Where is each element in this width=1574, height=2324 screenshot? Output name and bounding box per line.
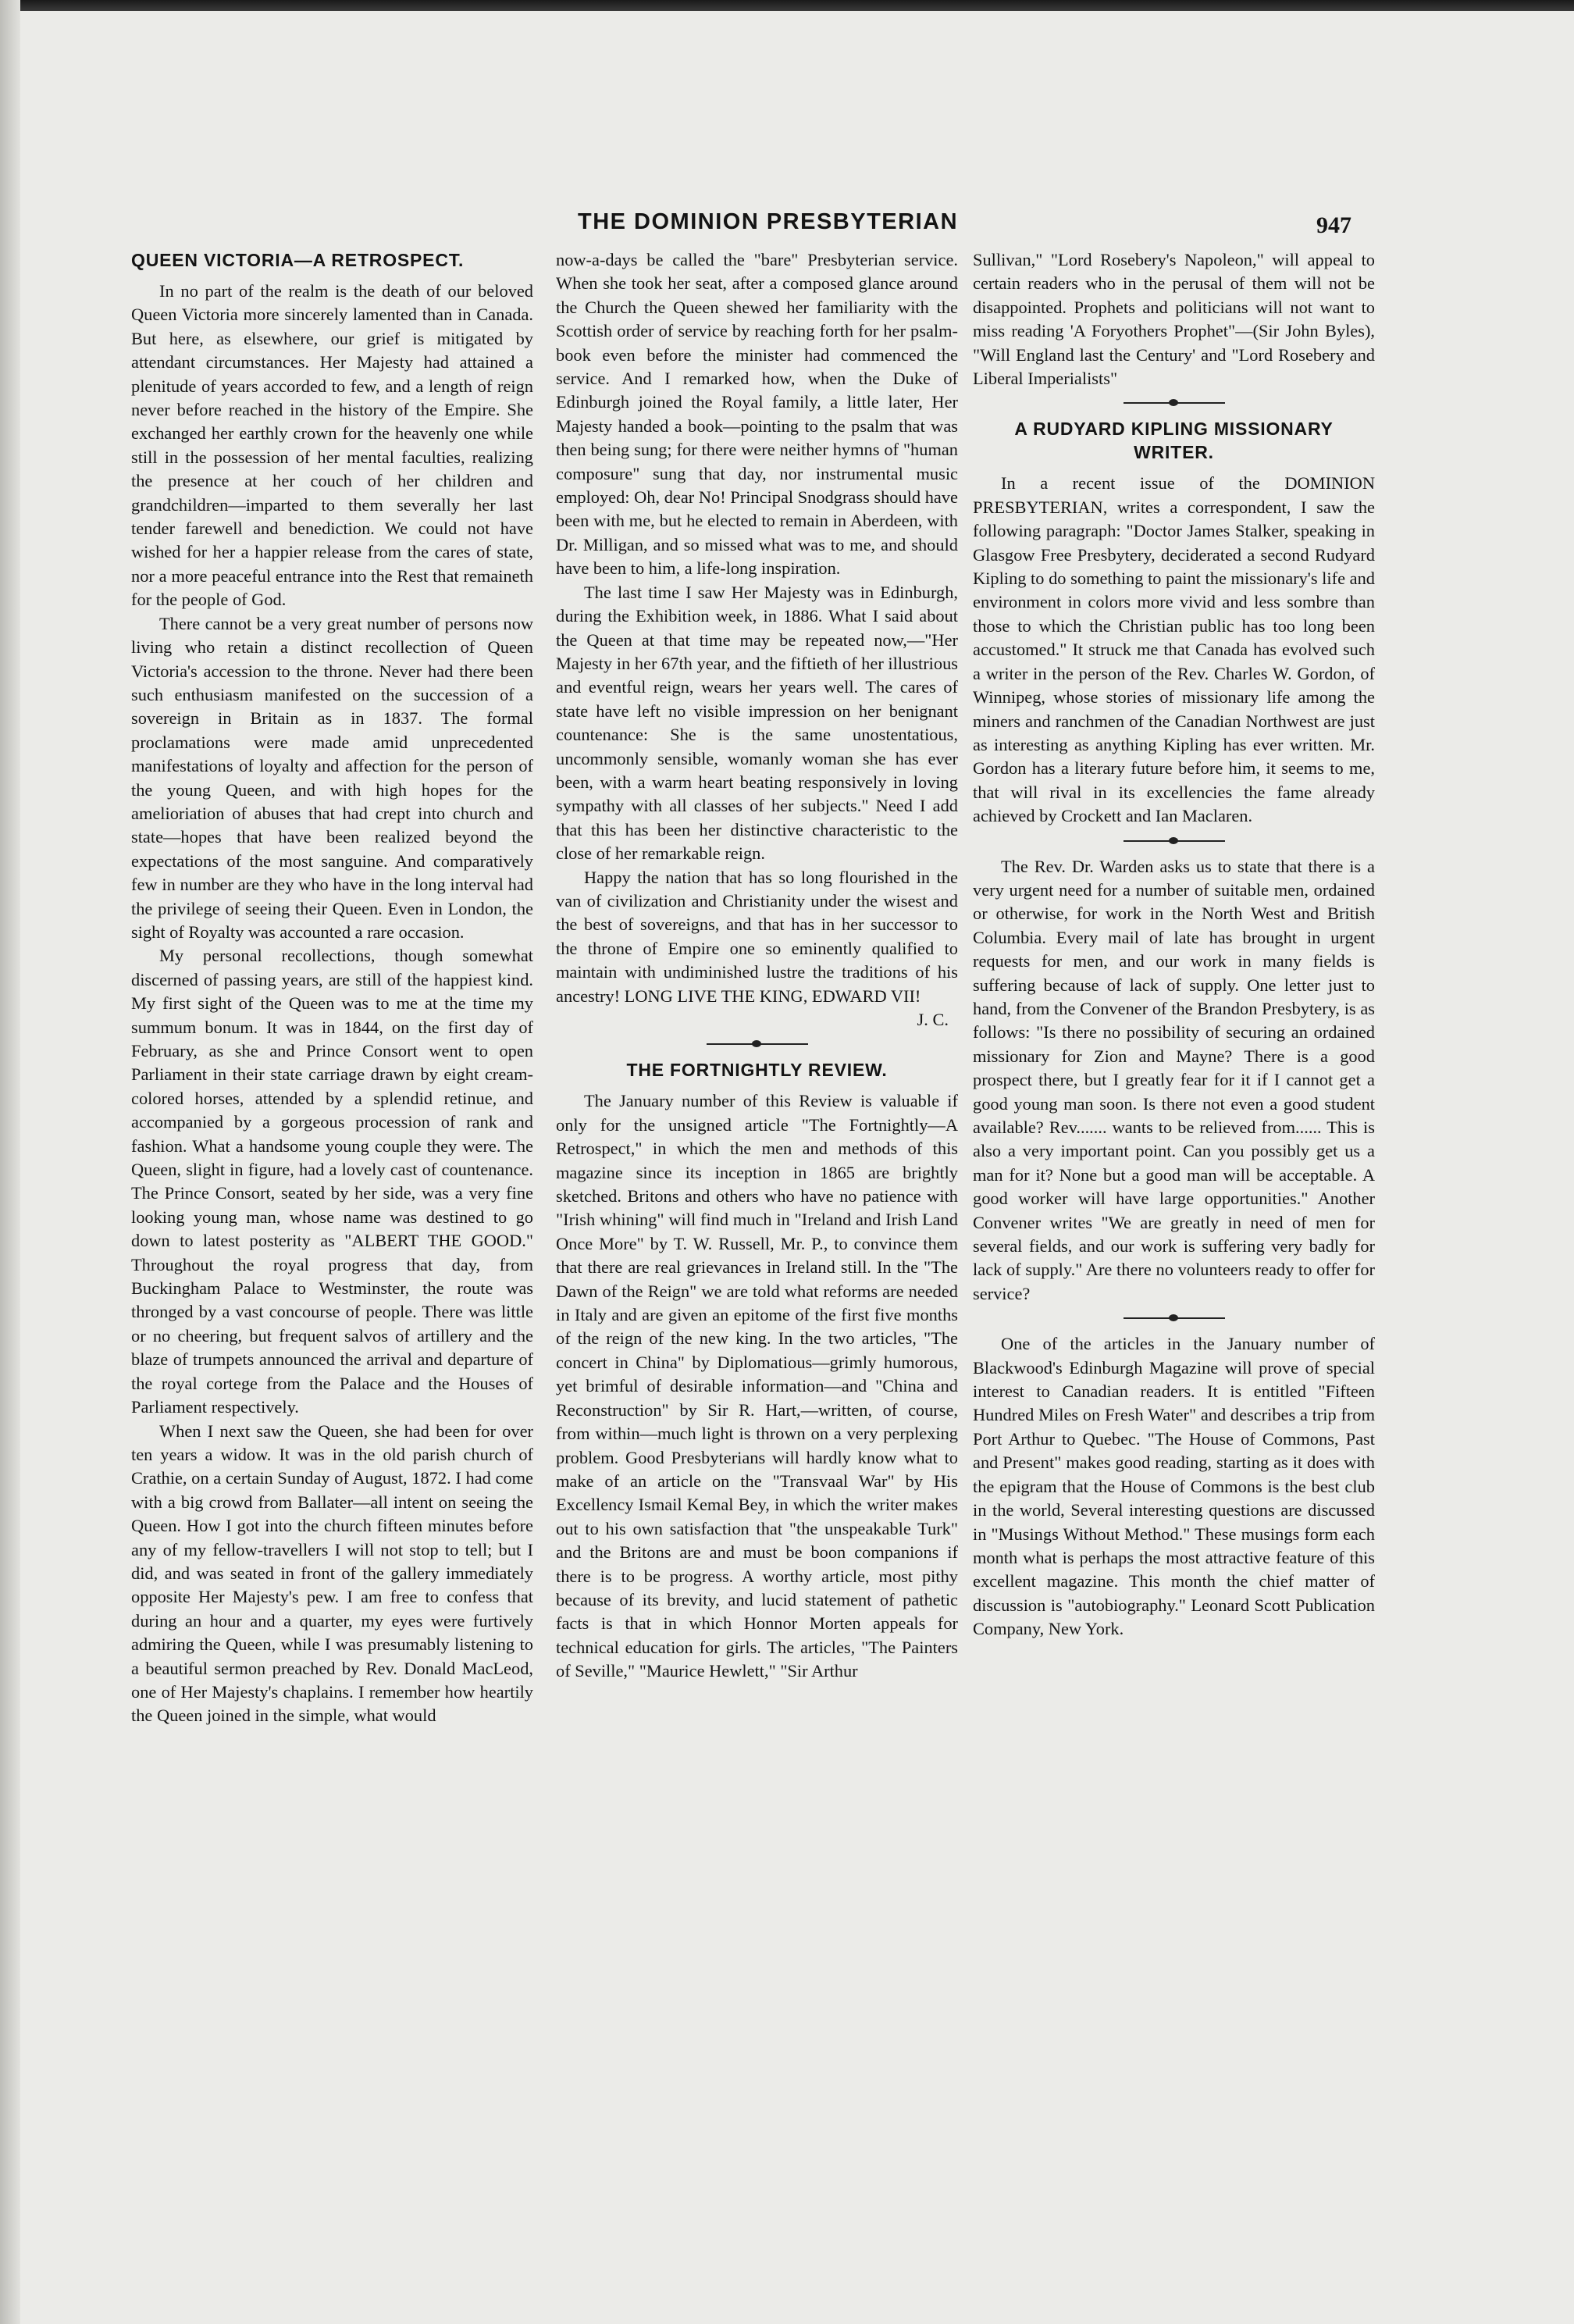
- article-paragraph: Happy the nation that has so long flourished in the van of civilization and Christianity under the wisest and the best of sovereigns, and that has in her successor to the throne of Empire one so eminently qualified to maintain with undiminished lustre the traditions of his ancestry! LONG LIVE THE KING, EDWARD VII!: [556, 867, 958, 1006]
- column-1: [131, 248, 533, 1728]
- scan-edge-left: [0, 0, 20, 2324]
- scan-edge-top: [0, 0, 1574, 11]
- article-paragraph: The January number of this Review is valuable if only for the unsigned article "The Fortnightly—A Retrospect," in which the men and methods of this magazine since its inception in 1865 are brightly sketched. Britons and others who have no patience with "Irish whining" will find much in "Ireland and Irish Land Once More" by T. W. Russell, Mr. P., to convince them that there are real grievances in Ireland still. In the "The Dawn of the Reign" we are told what reforms are needed in Italy and are given an epitome of the first five months of the reign of the new king. In the two articles, "The concert in China" by Diplomatious—grimly humorous, yet brimful of desirable information—and "China and Reconstruction" by Sir R. Hart,—written, of course, from within—much light is thrown on a very perplexing problem. Good Presbyterians will hardly know what to make of an article on the "Transvaal War" by His Excellency Ismail Kemal Bey, in which the writer makes out to his own satisfaction that "the unspeakable Turk" and the Britons are and must be boon companions if there is to be progress. A worthy article, most pithy because of its brevity, and lucid statement of pathetic facts is that in which Honnor Morten appeals for technical education for girls. The articles, "The Painters of Seville," "Maurice Hewlett," "Sir Arthur: [556, 1091, 958, 1681]
- article-signature: J. C.: [917, 1010, 949, 1029]
- article-paragraph: There cannot be a very great number of persons now living who retain a distinct recollection of Queen Victoria's accession to the throne. Never had there been such enthusiasm manifested on the succession of a sovereign in Britain as in 1837. The formal proclamations were made amid unprecedented manifestations of loyalty and affection for the person of the young Queen, and with high hopes for the amelioriation of abuses that had crept into church and state—hopes that have been realized beyond the expectations of the most sanguine. And comparatively few in number are they who have in the long interval had the privilege of seeing their Queen. Even in London, the sight of Royalty was accounted a rare occasion.: [131, 613, 533, 942]
- section-divider: [1124, 397, 1225, 409]
- column-3: [973, 248, 1375, 1641]
- section-divider: [1124, 1312, 1225, 1324]
- article-paragraph: Sullivan," "Lord Rosebery's Napoleon," will appeal to certain readers who in the perusal of them will not be disappointed. Prophets and politicians will not want to miss reading 'A Foryothers Prophet"—(Sir John Byles), "Will England last the Century' and "Lord Rosebery and Liberal Imperialists": [973, 250, 1375, 389]
- article-title-kipling-missionary: A RUDYARD KIPLING MISSIONARY WRITER.: [1014, 419, 1334, 463]
- section-divider: [1124, 835, 1225, 847]
- article-paragraph: now-a-days be called the "bare" Presbyterian service. When she took her seat, after a composed glance around the Church the Queen shewed her familiarity with the Scottish order of service by reaching forth for her psalm-book even before the minister had commenced the service. And I remarked how, when the Duke of Edinburgh joined the Royal family, a little later, Her Majesty handed a book—pointing to the psalm that was then being sung; for there were neither hymns of "human composure" sung that day, nor instrumental music employed: Oh, dear No! Principal Snodgrass should have been with me, but he elected to remain in Aberdeen, with Dr. Milligan, and so missed what was to me, and should have been to him, a life-long inspiration.: [556, 250, 958, 579]
- article-title-queen-victoria: QUEEN VICTORIA—A RETROSPECT.: [131, 250, 465, 270]
- article-paragraph: When I next saw the Queen, she had been for over ten years a widow. It was in the old parish church of Crathie, on a certain Sunday of August, 1872. I had come with a big crowd from Ballater—all intent on seeing the Queen. How I got into the church fifteen minutes before any of my fellow-travellers I will not stop to tell; but I did, and was seated in front of the gallery immediately opposite Her Majesty's pew. I am free to confess that during an hour and a quarter, my eyes were furtively admiring the Queen, while I was presumably listening to a beautiful sermon preached by Rev. Donald MacLeod, one of Her Majesty's chaplains. I remember how heartily the Queen joined in the simple, what would: [131, 1420, 533, 1726]
- article-paragraph: The Rev. Dr. Warden asks us to state that there is a very urgent need for a number of suitable men, ordained or otherwise, for work in the North West and British Columbia. Every mail of late has brought in urgent requests for men, and our work in many fields is suffering because of lack of supply. One letter just to hand, from the Convener of the Brandon Presbytery, is as follows: "Is there no possibility of securing an ordained missionary for Zion and Mayne? There is a good prospect there, but I greatly fear for it if I cannot get a good young man soon. Is there not even a good student available? Rev....... wants to be relieved from...... This is also a very important point. Can you possibly get us a man for it? None but a good man will be acceptable. A good worker will have large opportunities." Another Convener writes "We are greatly in need of men for several fields, and our work is suffering very badly for lack of supply." Are there no volunteers ready to offer for service?: [973, 856, 1375, 1303]
- section-divider: [707, 1038, 808, 1050]
- running-title: THE DOMINION PRESBYTERIAN: [578, 209, 959, 234]
- article-paragraph: My personal recollections, though somewhat discerned of passing years, are still of the happiest kind. My first sight of the Queen was to me at the time my summum bonum. It was in 1844, on the first day of February, as she and Prince Consort went to open Parliament in their state carriage drawn by eight cream-colored horses, attended by a splendid retinue, and accompanied by a gorgeous procession of rank and fashion. What a handsome young couple they were. The Queen, slight in figure, had a lovely cast of countenance. The Prince Consort, seated by her side, was a very fine looking young man, whose name was destined to go down to latest posterity as "ALBERT THE GOOD." Throughout the royal progress that day, from Buckingham Palace to Westminster, the route was thronged by a vast concourse of people. There was little or no cheering, but frequent salvos of artillery and the blaze of trumpets announced the arrival and departure of the royal cortege from the Palace and the Houses of Parliament respectively.: [131, 946, 533, 1417]
- article-paragraph: In no part of the realm is the death of our beloved Queen Victoria more sincerely lamented than in Canada. But here, as elsewhere, our grief is mitigated by attendant circumstances. Her Majesty had attained a plenitude of years accorded to few, and a length of reign never before reached in the history of the Empire. She exchanged her earthly crown for the heavenly one while still in the possession of her mental faculties, realizing the presence at her couch of her children and grandchildren—imparted to them severally her last tender farewell and benediction. We could not have wished for her a happier release from the cares of state, nor a more peaceful entrance into the Rest that remaineth for the people of God.: [131, 281, 533, 610]
- column-2: [556, 248, 958, 1684]
- article-paragraph: In a recent issue of the DOMINION PRESBYTERIAN, writes a correspondent, I saw the following paragraph: "Doctor James Stalker, speaking in Glasgow Free Presbytery, deciderated a second Rudyard Kipling to do something to paint the missionary's life and environment in colors more vivid and less sombre than those to which the Christian public has too long been accustomed." It struck me that Canada has evolved such a writer in the person of the Rev. Charles W. Gordon, of Winnipeg, whose stories of missionary life among the miners and ranchmen of the Canadian Northwest are just as interesting as anything Kipling has ever written. Mr. Gordon has a literary future before him, it seems to me, that will rival in its excellencies the fame already achieved by Crockett and Ian Maclaren.: [973, 473, 1375, 826]
- page-number: 947: [1316, 212, 1351, 238]
- article-title-fortnightly-review: THE FORTNIGHTLY REVIEW.: [626, 1060, 888, 1081]
- article-paragraph: The last time I saw Her Majesty was in Edinburgh, during the Exhibition week, in 1886. What I said about the Queen at that time may be repeated now,—"Her Majesty in her 67th year, and the fiftieth of her illustrious and eventful reign, wears her years well. The cares of state have left no visible impression on her benignant countenance: She is the same unostentatious, uncommonly sensible, womanly woman she has ever been, with a warm heart beating responsively in loving sympathy with all classes of her subjects." Need I add that this has been her distinctive characteristic to the close of her remarkable reign.: [556, 582, 958, 864]
- article-paragraph: One of the articles in the January number of Blackwood's Edinburgh Magazine will prove of special interest to Canadian readers. It is entitled "Fifteen Hundred Miles on Fresh Water" and describes a trip from Port Arthur to Quebec. "The House of Commons, Past and Present" makes good reading, starting as it does with the epigram that the House of Commons is the best club in the world, Several interesting questions are discussed in "Musings Without Method." These musings form each month what is perhaps the most attractive feature of this excellent magazine. This month the chief matter of discussion is "autobiography." Leonard Scott Publication Company, New York.: [973, 1334, 1375, 1639]
